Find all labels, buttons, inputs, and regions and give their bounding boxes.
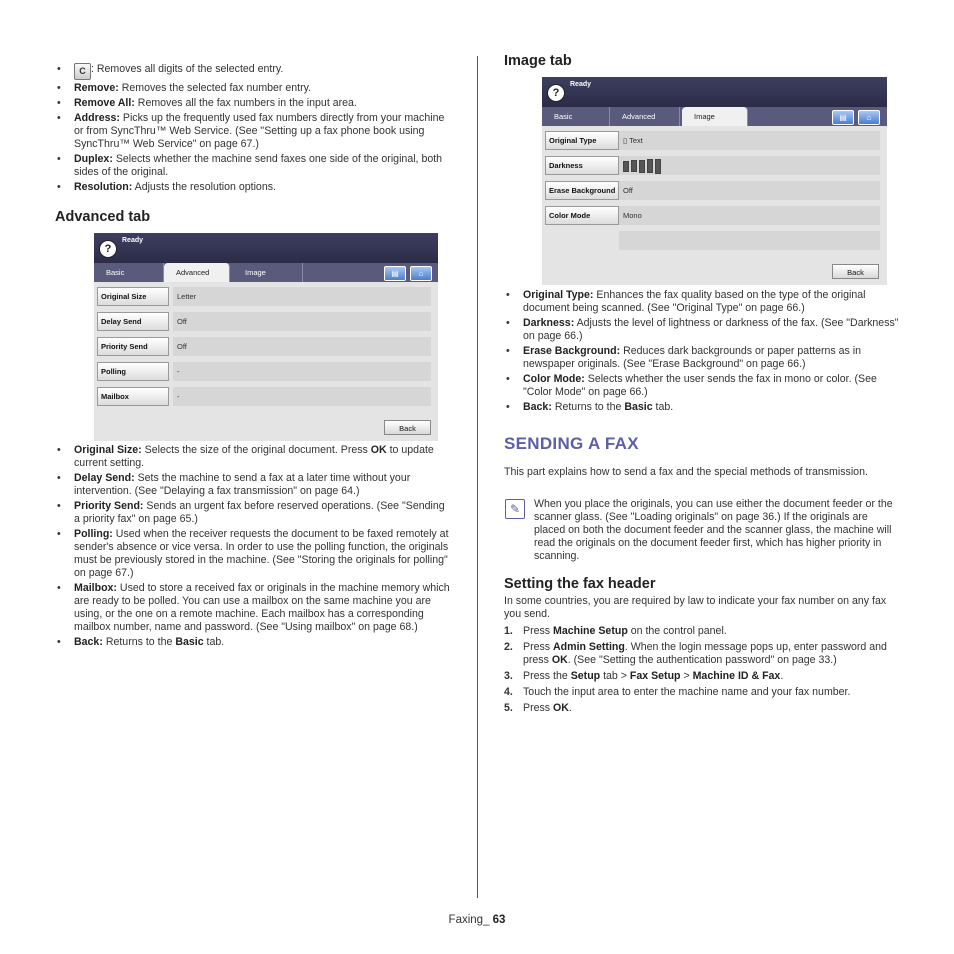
option-button[interactable]: Erase Background: [545, 181, 619, 200]
item-text: Sets the machine to send a fax at a later time without your intervention. (See "Delaying a fax transmission" on page 64.): [74, 472, 411, 497]
list-item: [55, 444, 450, 470]
list-item: [504, 373, 899, 399]
step-number: 1.: [504, 625, 513, 637]
list-item: [504, 317, 899, 343]
value-text: Text: [629, 136, 643, 145]
step-bold: Admin Setting: [553, 641, 625, 653]
option-value: [619, 206, 880, 225]
item-label: Darkness:: [523, 317, 575, 329]
item-text: Selects the size of the original document. Press: [144, 444, 371, 456]
panel-row: [94, 310, 438, 333]
item-label: Original Type:: [523, 289, 594, 301]
item-label: Back:: [523, 401, 552, 413]
list-item: [55, 97, 450, 110]
step-number: 3.: [504, 670, 513, 682]
value-text: Off: [177, 317, 187, 326]
item-text: Picks up the frequently used fax numbers directly from your machine or from SyncThru™ Web Service. (See "Setting up a fax phone book using SyncThru™ Web Service" on page 67.): [74, 112, 445, 150]
back-button[interactable]: Back: [384, 420, 431, 435]
step-text: Press: [523, 702, 554, 714]
panel-row: [94, 335, 438, 358]
item-bold: OK: [370, 444, 387, 456]
step-text: .: [568, 702, 572, 714]
section-intro: This part explains how to send a fax and the special methods of transmission.: [504, 466, 868, 478]
list-item: [55, 500, 450, 526]
step-text: .: [780, 670, 784, 682]
steps-list: [504, 625, 899, 718]
help-icon[interactable]: ?: [547, 84, 565, 102]
back-button[interactable]: Back: [832, 264, 879, 279]
subsection-intro: In some countries, you are required by law to indicate your fax number on any fax you send.: [504, 595, 887, 620]
advanced-tab-screenshot: [94, 233, 438, 441]
home-icon[interactable]: ⌂: [410, 266, 432, 281]
page-footer: [0, 914, 954, 926]
item-text: Selects whether the machine send faxes one side of the original, both sides of the original.: [74, 153, 443, 178]
empty-value-field: [619, 231, 880, 250]
bullet-list-image: [504, 289, 899, 416]
item-label: Original Size:: [74, 444, 142, 456]
panel-row-empty: [542, 229, 887, 252]
step-text: Touch the input area to enter the machine name and your fax number.: [523, 686, 851, 698]
note-icon: ✎: [505, 499, 525, 519]
option-button[interactable]: Color Mode: [545, 206, 619, 225]
item-label: Remove All:: [74, 97, 135, 109]
item-text: Removes all the fax numbers in the input area.: [137, 97, 357, 109]
image-tab-heading: Image tab: [504, 53, 572, 69]
step-number: 4.: [504, 686, 513, 698]
step-text: Press the: [523, 670, 571, 682]
darkness-level-bar: [623, 161, 629, 172]
list-item: [55, 181, 450, 194]
column-divider: [477, 56, 478, 898]
list-item: [504, 289, 899, 315]
darkness-level-bar: [631, 160, 637, 172]
option-value: [173, 387, 431, 406]
note-text: When you place the originals, you can use either the document feeder or the scanner glass. (See "Loading originals" on page 36.) If the originals are placed on both the document feeder and the scanner glass, the machine will read the originals on the document feeder first, which has higher priority in scanning.: [534, 498, 893, 562]
option-value: [173, 312, 431, 331]
item-text: to update current setting.: [74, 444, 434, 469]
list-item: [55, 582, 450, 634]
list-item: [55, 528, 450, 580]
item-text: Enhances the fax quality based on the type of the original document being scanned. (See "Original Type" on page 66.): [523, 289, 866, 314]
item-label: Mailbox:: [74, 582, 117, 594]
step-item: [504, 641, 899, 667]
tab-image[interactable]: Image: [233, 263, 303, 282]
item-label: Duplex:: [74, 153, 113, 165]
step-text: >: [680, 670, 693, 682]
item-label: Erase Background:: [523, 345, 621, 357]
address-book-icon[interactable]: ▤: [832, 110, 854, 125]
document-icon: ▯: [623, 136, 630, 145]
status-text: Ready: [122, 237, 144, 244]
tab-basic[interactable]: Basic: [542, 107, 610, 126]
item-text: Used to store a received fax or originals in the machine memory which are ready to be polled. You can use a mailbox on the same machine you are using, or the one on a remote machine. Each mailbox has a corresponding mailbox number, name and password. (See "Using mailbox" on page 68.): [74, 582, 450, 633]
address-book-icon[interactable]: ▤: [384, 266, 406, 281]
item-label: Delay Send:: [74, 472, 135, 484]
item-text: Sends an urgent fax before reserved operations. (See "Sending a priority fax" on page 65.): [74, 500, 445, 525]
item-text: Returns to the: [105, 636, 176, 648]
tab-advanced[interactable]: Advanced: [610, 107, 680, 126]
item-label: Remove:: [74, 82, 119, 94]
panel-row: [542, 179, 887, 202]
status-text: Ready: [570, 81, 592, 88]
tab-image[interactable]: Image: [682, 107, 748, 126]
panel-row: [94, 285, 438, 308]
page-number: 63: [492, 914, 506, 926]
list-item: [504, 345, 899, 371]
step-bold: Setup: [570, 670, 601, 682]
value-text: Off: [177, 342, 187, 351]
item-text: Reduces dark backgrounds or paper patterns as in newspaper originals. (See "Erase Background" on page 66.): [523, 345, 862, 370]
bullet-list-top: [55, 63, 450, 196]
value-text: -: [177, 392, 180, 401]
step-text: on the control panel.: [627, 625, 727, 637]
item-text: Returns to the: [554, 401, 625, 413]
option-button[interactable]: Original Size: [97, 287, 169, 306]
item-text: tab.: [652, 401, 674, 413]
list-item: [55, 63, 450, 80]
section-title: SENDING A FAX: [504, 434, 639, 453]
item-text: Removes the selected fax number entry.: [121, 82, 312, 94]
step-bold: OK: [551, 654, 568, 666]
item-label: Resolution:: [74, 181, 133, 193]
step-text: . When the login message pops up, enter password and press: [523, 641, 887, 666]
option-button[interactable]: Polling: [97, 362, 169, 381]
footer-label: Faxing_: [448, 914, 493, 926]
darkness-level-bar: [655, 159, 661, 174]
step-item: [504, 670, 899, 683]
panel-row: [542, 204, 887, 227]
value-text: -: [177, 367, 180, 376]
option-value: [173, 287, 431, 306]
list-item: [55, 636, 450, 649]
step-bold: Fax Setup: [629, 670, 681, 682]
clear-key-icon: C: [74, 63, 91, 80]
step-item: [504, 686, 899, 699]
option-value: [619, 156, 880, 175]
item-text: Adjusts the level of lightness or darkness of the fax. (See "Darkness" on page 66.): [523, 317, 899, 342]
item-label: Color Mode:: [523, 373, 585, 385]
step-bold: OK: [553, 702, 569, 714]
step-item: [504, 702, 899, 715]
item-text: Selects whether the user sends the fax in mono or color. (See "Color Mode" on page 66.): [523, 373, 877, 398]
option-button[interactable]: Mailbox: [97, 387, 169, 406]
option-button[interactable]: Delay Send: [97, 312, 169, 331]
panel-status-bar: [542, 77, 887, 107]
option-button[interactable]: Darkness: [545, 156, 619, 175]
item-label: Back:: [74, 636, 103, 648]
panel-row: [542, 154, 887, 177]
item-text: Used when the receiver requests the document to be faxed remotely at sender's absence or vice versa. In order to use the polling function, the originals must be previously stored in the machine. (See "Storing the originals for polling" on page 67.): [74, 528, 449, 579]
item-text: tab.: [203, 636, 225, 648]
help-icon[interactable]: ?: [99, 240, 117, 258]
step-text: . (See "Setting the authentication password" on page 33.): [567, 654, 837, 666]
option-button[interactable]: Priority Send: [97, 337, 169, 356]
item-bold: Basic: [624, 401, 653, 413]
step-text: Press: [523, 625, 554, 637]
step-number: 2.: [504, 641, 513, 653]
value-text: Letter: [177, 292, 197, 301]
value-text: Mono: [623, 211, 642, 220]
option-button[interactable]: Original Type: [545, 131, 619, 150]
item-text: Adjusts the resolution options.: [134, 181, 276, 193]
option-value: [619, 181, 880, 200]
list-item: [55, 153, 450, 179]
advanced-tab-heading: Advanced tab: [55, 209, 151, 225]
panel-row: [542, 129, 887, 152]
item-text: : Removes all digits of the selected entry.: [91, 63, 284, 75]
tab-advanced[interactable]: Advanced: [164, 263, 230, 282]
list-item: [55, 82, 450, 95]
step-number: 5.: [504, 702, 513, 714]
panel-row: [94, 385, 438, 408]
step-bold: Machine ID & Fax: [692, 670, 781, 682]
list-item: [55, 472, 450, 498]
list-item: [55, 112, 450, 151]
item-label: Address:: [74, 112, 120, 124]
option-value: [619, 131, 880, 150]
panel-status-bar: [94, 233, 438, 263]
option-value: [173, 337, 431, 356]
list-item: [504, 401, 899, 414]
step-item: [504, 625, 899, 638]
darkness-level-bar: [639, 160, 645, 173]
step-text: Press: [523, 641, 554, 653]
option-value: [173, 362, 431, 381]
value-text: Off: [623, 186, 633, 195]
step-text: tab >: [600, 670, 630, 682]
image-tab-screenshot: [542, 77, 887, 285]
step-bold: Machine Setup: [553, 625, 628, 637]
item-bold: Basic: [175, 636, 204, 648]
item-label: Priority Send:: [74, 500, 144, 512]
tab-basic[interactable]: Basic: [94, 263, 164, 282]
darkness-level-bar: [647, 159, 653, 173]
bullet-list-bottom: [55, 444, 450, 651]
home-icon[interactable]: ⌂: [858, 110, 880, 125]
setting-fax-header-heading: Setting the fax header: [504, 576, 656, 592]
item-label: Polling:: [74, 528, 113, 540]
panel-row: [94, 360, 438, 383]
